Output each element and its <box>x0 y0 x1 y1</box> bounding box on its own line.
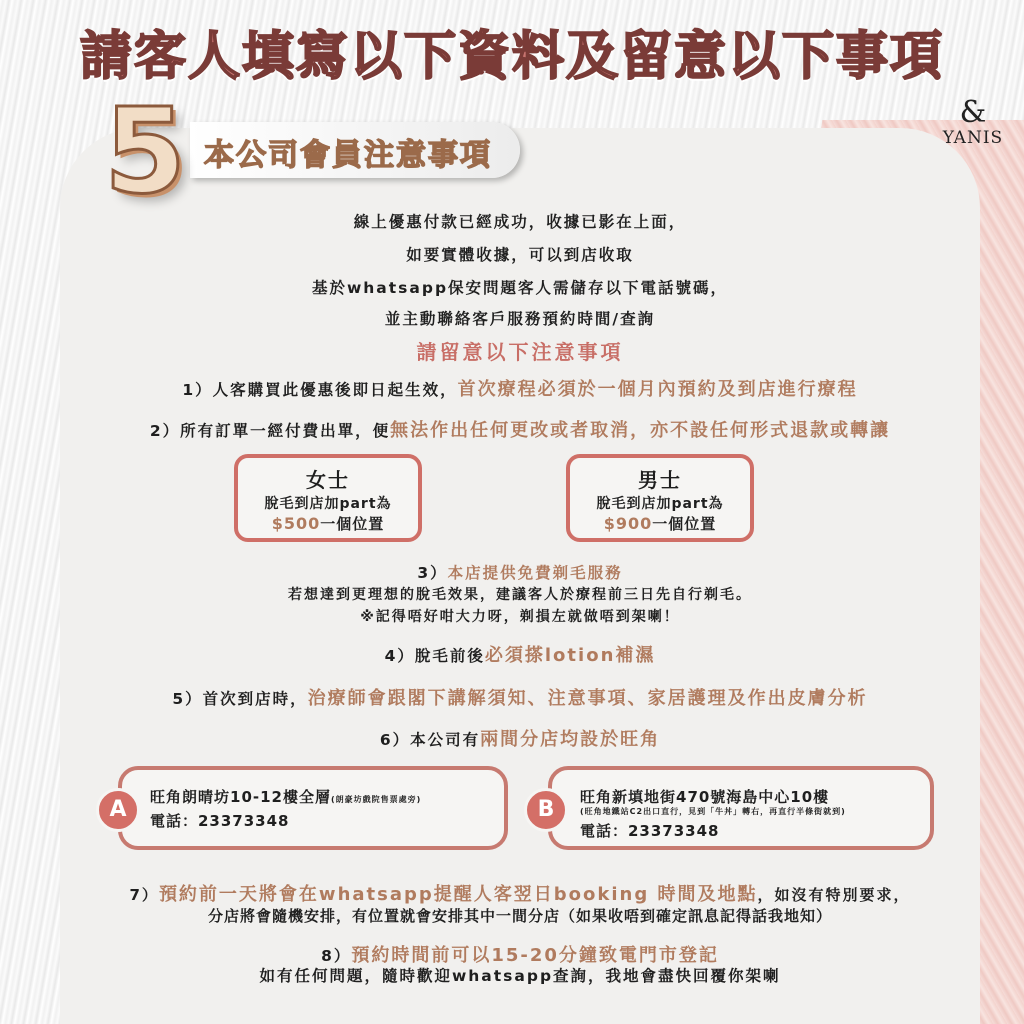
rule-1 <box>60 375 980 401</box>
rule-5 <box>60 684 980 710</box>
branch-a-phone: 電話：23373348 <box>150 812 290 830</box>
intro-line-2: 如要實體收據，可以到店收取 <box>406 246 634 264</box>
section-title: 本公司會員注意事項 <box>204 138 492 173</box>
branch-b-note: (旺角地鐵站C2出口直行，見到「牛丼」轉右，再直行半條街就到) <box>580 807 846 816</box>
branch-a-box <box>118 766 508 850</box>
rule-8-text: 8） <box>321 947 352 965</box>
section-number: 5 <box>104 82 187 220</box>
rule-2 <box>60 416 980 442</box>
rule-4-text: 4）脫毛前後 <box>384 647 485 665</box>
male-title: 男士 <box>638 468 682 492</box>
branch-b-badge: B <box>524 788 568 832</box>
rule-5-text: 5）首次到店時， <box>172 690 308 708</box>
rule-1-highlight: 首次療程必須於一個月內預約及到店進行療程 <box>457 379 858 400</box>
female-desc: 脫毛到店加part為 <box>264 496 392 512</box>
main-title: 請客人填寫以下資料及留意以下事項 <box>79 27 944 87</box>
rule-8-highlight: 預約時間前可以15-20分鐘致電門市登記 <box>351 945 719 966</box>
female-amount: $500 <box>271 514 321 533</box>
rule-4-highlight: 必須搽lotion補濕 <box>484 645 656 666</box>
male-amount: $900 <box>603 514 653 533</box>
rule-6-text: 6）本公司有 <box>379 731 481 749</box>
branch-a-note: (朗豪坊戲院售票處旁) <box>330 795 422 804</box>
male-desc: 脫毛到店加part為 <box>596 496 724 512</box>
rule-3-line-2: 若想達到更理想的脫毛效果，建議客人於療程前三日先自行剃毛。 <box>288 587 752 603</box>
branch-a-address: 旺角朗晴坊10-12樓全層 <box>150 788 331 806</box>
branch-b-box <box>548 766 934 850</box>
male-unit: 一個位置 <box>652 515 717 533</box>
yanis-logo <box>938 95 1008 148</box>
rule-2-text: 2）所有訂單一經付費出單，便 <box>149 422 391 440</box>
rule-1-text: 1）人客購買此優惠後即日起生效， <box>182 381 458 399</box>
male-price-box <box>566 454 754 542</box>
rule-5-highlight: 治療師會跟閣下講解須知、注意事項、家居護理及作出皮膚分析 <box>307 688 868 709</box>
notice-heading: 請留意以下注意事項 <box>416 340 624 364</box>
female-unit: 一個位置 <box>320 515 385 533</box>
rule-7 <box>60 880 980 906</box>
intro-line-4: 並主動聯絡客戶服務預約時間/查詢 <box>384 310 656 328</box>
rule-7-tail: ，如沒有特別要求， <box>757 886 911 904</box>
rule-3-text: 3） <box>417 564 448 582</box>
female-price-box <box>234 454 422 542</box>
logo-wordmark: YANIS <box>942 128 1004 148</box>
rule-6-highlight: 兩間分店均設於旺角 <box>480 729 661 750</box>
female-title: 女士 <box>306 468 350 492</box>
section-banner <box>190 122 520 178</box>
male-price-line <box>570 513 750 534</box>
rule-4 <box>60 641 980 667</box>
branch-a-badge: A <box>96 788 140 832</box>
rule-7-highlight: 預約前一天將會在whatsapp提醒人客翌日booking 時間及地點 <box>158 884 758 905</box>
female-price-line <box>238 513 418 534</box>
branch-b-phone: 電話：23373348 <box>580 822 720 840</box>
intro-line-1: 線上優惠付款已經成功，收據已影在上面， <box>353 213 687 231</box>
rule-6 <box>60 725 980 751</box>
ampersand-logo-icon: & <box>959 95 987 130</box>
rule-8-line-2: 如有任何問題，隨時歡迎whatsapp查詢，我地會盡快回覆你架喇 <box>259 967 781 985</box>
branch-b-address: 旺角新填地街470號海島中心10樓 <box>580 788 830 806</box>
branch-a-address-line <box>150 786 421 807</box>
rule-7-line-2: 分店將會隨機安排，有位置就會安排其中一間分店（如果收唔到確定訊息記得話我地知） <box>207 907 832 925</box>
rule-2-highlight: 無法作出任何更改或者取消，亦不設任何形式退款或轉讓 <box>390 420 891 441</box>
rule-3-highlight: 本店提供免費剃毛服務 <box>447 564 623 582</box>
rule-7-text: 7） <box>129 886 159 904</box>
rule-3-line-3: ※記得唔好咁大力呀，剃損左就做唔到架喇！ <box>360 609 680 625</box>
intro-line-3: 基於whatsapp保安問題客人需儲存以下電話號碼， <box>311 279 729 297</box>
rule-3 <box>60 561 980 583</box>
